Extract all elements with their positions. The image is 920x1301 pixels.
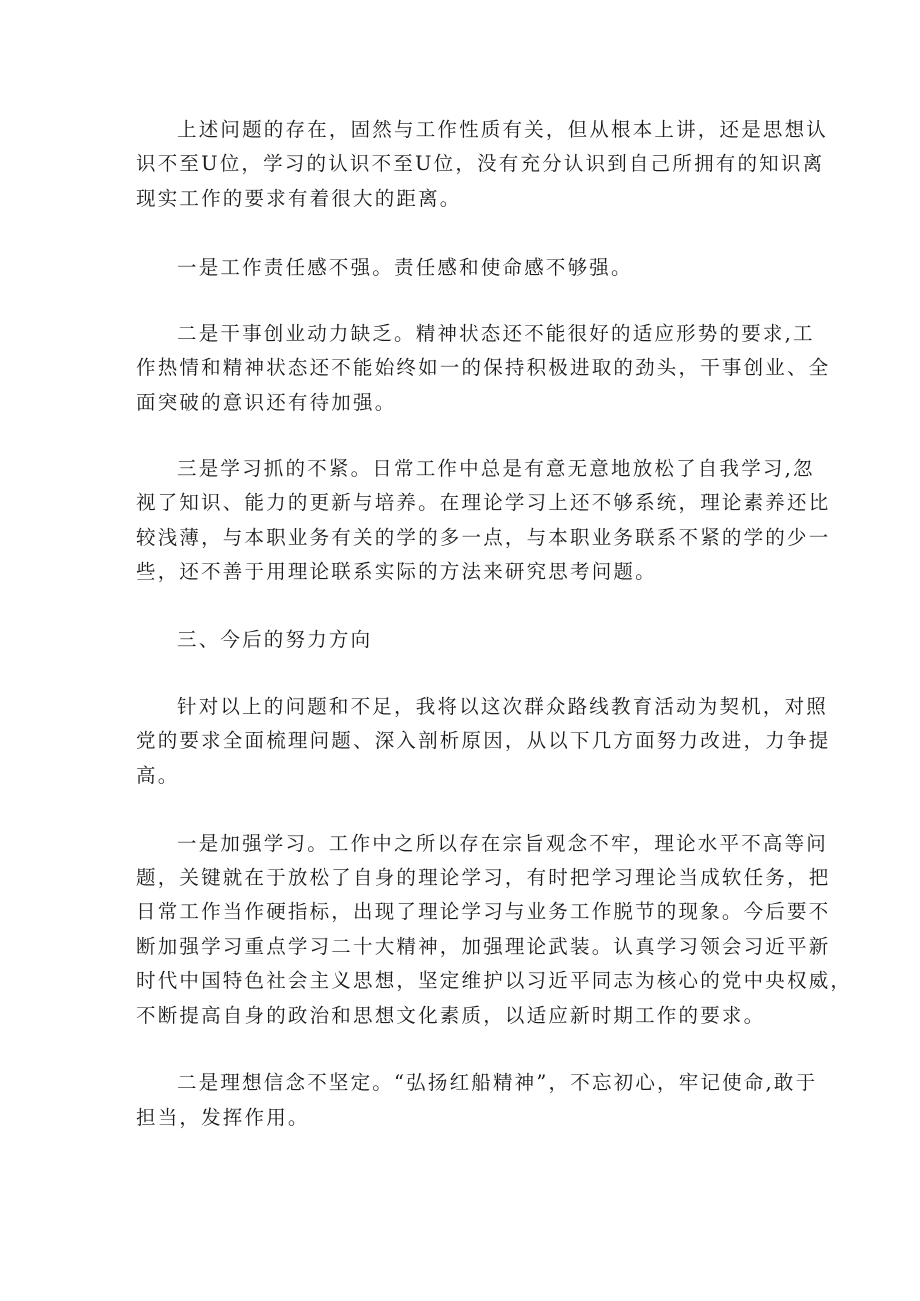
paragraph-line: 针对以上的问题和不足，我将以这次群众路线教育活动为契机，对照 bbox=[177, 695, 829, 718]
paragraph-line: 视了知识、能力的更新与培养。在理论学习上还不够系统，理论素养还比 bbox=[136, 491, 831, 514]
paragraph-line: 些，还不善于用理论联系实际的方法来研究思考问题。 bbox=[136, 560, 657, 583]
paragraph-line: 较浅薄，与本职业务有关的学的多一点，与本职业务联系不紧的学的少一 bbox=[136, 526, 831, 549]
paragraph-line: 二是理想信念不坚定。“弘扬红船精神”，不忘初心，牢记使命,敢于 bbox=[177, 1071, 818, 1094]
paragraph-line: 一是加强学习。工作中之所以存在宗旨观念不牢，理论水平不高等问 bbox=[177, 832, 829, 855]
section-heading-text: 三、今后的努力方向 bbox=[177, 628, 373, 651]
paragraph-line: 担当，发挥作用。 bbox=[136, 1106, 310, 1129]
paragraph-line: 三是学习抓的不紧。日常工作中总是有意无意地放松了自我学习,忽 bbox=[177, 457, 815, 480]
paragraph-line: 上述问题的存在，固然与工作性质有关，但从根本上讲，还是思想认 bbox=[177, 118, 829, 141]
paragraph-line: 现实工作的要求有着很大的距离。 bbox=[136, 187, 462, 210]
paragraph-line: 断加强学习重点学习二十大精神，加强理论武装。认真学习领会习近平新 bbox=[136, 935, 831, 958]
paragraph-line: 识不至U位，学习的认识不至U位，没有充分认识到自己所拥有的知识离 bbox=[136, 152, 825, 175]
paragraph-line: 题，关键就在于放松了自身的理论学习，有时把学习理论当成软任务，把 bbox=[136, 866, 831, 889]
paragraph-line: 高。 bbox=[136, 764, 180, 787]
paragraph-line: 时代中国特色社会主义思想，坚定维护以习近平同志为核心的党中央权威， bbox=[136, 969, 853, 992]
paragraph-line: 党的要求全面梳理问题、深入剖析原因，从以下几方面努力改进，力争提 bbox=[136, 729, 831, 752]
paragraph-line: 日常工作当作硬指标，出现了理论学习与业务工作脱节的现象。今后要不 bbox=[136, 900, 831, 923]
paragraph-line: 面突破的意识还有待加强。 bbox=[136, 391, 397, 414]
paragraph-line: 作热情和精神状态还不能始终如一的保持积极进取的劲头，干事创业、全 bbox=[136, 356, 831, 379]
paragraph-line: 不断提高自身的政治和思想文化素质，以适应新时期工作的要求。 bbox=[136, 1004, 766, 1027]
paragraph-line: 二是干事创业动力缺乏。精神状态还不能很好的适应形势的要求,工 bbox=[177, 322, 815, 345]
paragraph-line: 一是工作责任感不强。责任感和使命感不够强。 bbox=[177, 256, 633, 279]
